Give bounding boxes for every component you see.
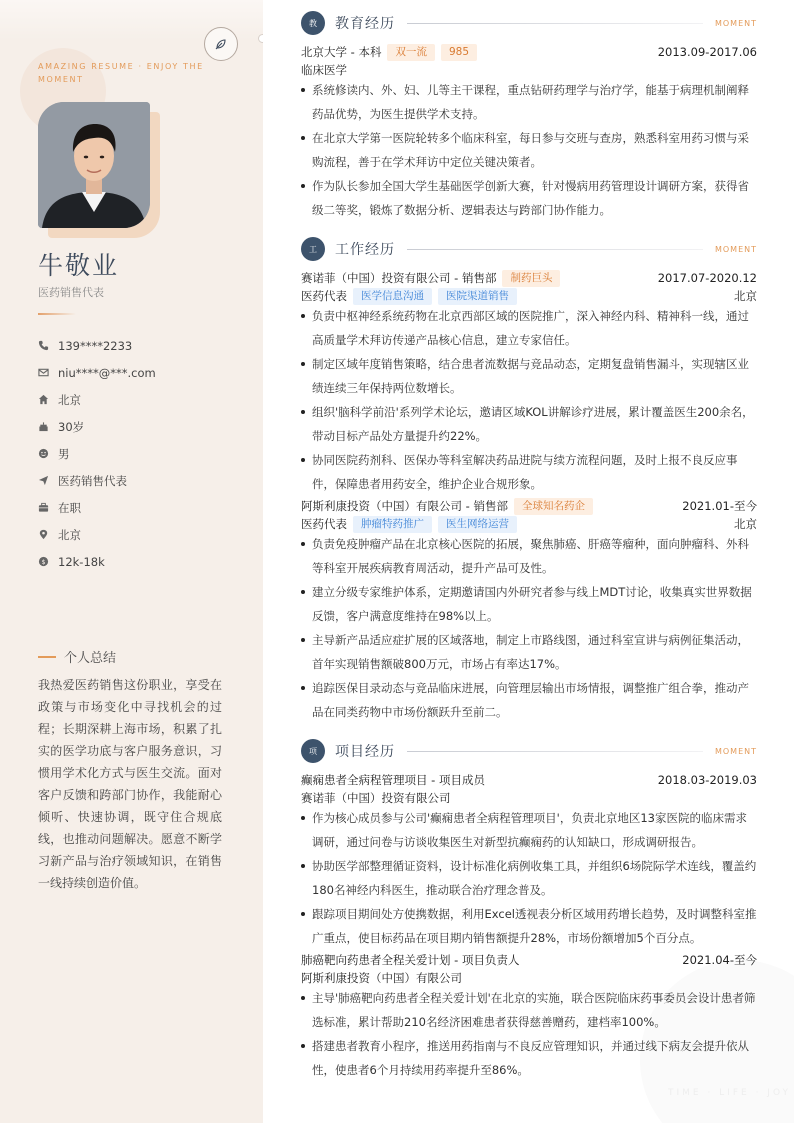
position-tag: 肿瘤特药推广 — [353, 516, 432, 533]
salary-value: 12k-18k — [58, 554, 105, 569]
email-value: niu****@***.com — [58, 365, 156, 380]
section-en-label: MOMENT — [714, 18, 757, 28]
info-phone — [38, 332, 248, 359]
list-item: 协助医学部整理循证资料，设计标准化病例收集工具，并组织6场院际学术连线，覆盖约180名神经内科医生，推动联合治疗理念普及。 — [301, 854, 757, 902]
project-org: 赛诺菲（中国）投资有限公司 — [301, 791, 451, 805]
section-title: 教育经历 — [335, 16, 395, 32]
project-title-row — [301, 951, 757, 969]
job-date: 2017.07-2020.12 — [657, 271, 757, 285]
mail-icon — [38, 367, 58, 378]
section-projects-header — [301, 739, 757, 763]
avatar-photo — [38, 102, 150, 228]
position-tag: 医院渠道销售 — [438, 288, 517, 305]
info-gender — [38, 440, 248, 467]
project-name: 癫痫患者全病程管理项目 - 项目成员 — [301, 773, 485, 787]
project-date: 2021.04-至今 — [682, 953, 757, 967]
education-bullets — [301, 78, 757, 222]
section-divider — [407, 751, 703, 752]
project-title-row — [301, 771, 757, 789]
phone-icon — [38, 340, 58, 351]
home-icon — [38, 394, 58, 405]
section-divider — [407, 249, 703, 250]
info-residence — [38, 386, 248, 413]
list-item: 主导'肺癌靶向药患者全程关爱计划'在北京的实施，联合医院临床药事委员会设计患者筛选标准，累计帮助210名经济困难患者获得慈善赠药，建档率100%。 — [301, 986, 757, 1034]
cake-icon — [38, 421, 58, 432]
location-pin-icon — [38, 529, 58, 540]
list-item: 跟踪项目期间处方使携数据，利用Excel透视表分析区域用药增长趋势，及时调整科室推广重点，使目标药品在项目期内销售额提升28%，市场份额增加5个百分点。 — [301, 902, 757, 950]
section-title: 项目经历 — [335, 744, 395, 760]
list-item: 协同医院药剂科、医保办等科室解决药品进院与续方流程问题，及时上报不良反应事件，保障患者用药安全，维护企业合规形象。 — [301, 448, 757, 496]
list-item: 负责中枢神经系统药物在北京西部区域的医院推广，深入神经内科、精神科一线，通过高质量学术拜访传递产品核心信息，建立专家信任。 — [301, 304, 757, 352]
company-tag: 制药巨头 — [502, 270, 560, 287]
contact-info-list — [38, 332, 248, 575]
education-date: 2013.09-2017.06 — [657, 45, 757, 59]
section-badge: 教 — [301, 11, 325, 35]
decorative-dot — [258, 34, 263, 43]
list-item: 作为核心成员参与公司'癫痫患者全病程管理项目'，负责北京地区13家医院的临床需求调研，通过问卷与访谈收集医生对新型抗癫痫药的认知缺口，形成调研报告。 — [301, 806, 757, 854]
briefcase-icon — [38, 502, 58, 513]
summary-heading-text: 个人总结 — [64, 651, 117, 666]
education-major-row — [301, 61, 757, 79]
section-en-label: MOMENT — [714, 244, 757, 254]
tagline: AMAZING RESUME · ENJOY THE MOMENT — [38, 62, 204, 84]
school-tag: 双一流 — [387, 44, 435, 61]
section-title: 工作经历 — [335, 242, 395, 258]
list-item: 系统修读内、外、妇、儿等主干课程，重点钻研药理学与治疗学，能基于病理机制阐释药品优势，为医生提供学术支持。 — [301, 78, 757, 126]
job-company-row — [301, 497, 757, 515]
leaf-icon — [213, 36, 229, 52]
summary-text: 我热爱医药销售这份职业，享受在政策与市场变化中寻找机会的过程；长期深耕上海市场，积累了扎实的医学功底与客户服务意识，习惯用学术化方式与医生交流。面对客户反馈和跨部门协作，我能耐心倾听、快速协调，既守住合规底线，也推动问题解决。愿意不断学习新产品与治疗领域知识，在销售一线持续创造价值。 — [38, 678, 222, 890]
school-name: 北京大学 - 本科 — [301, 45, 382, 59]
section-work-header — [301, 237, 757, 261]
status-value: 在职 — [58, 500, 81, 515]
section-badge: 工 — [301, 237, 325, 261]
avatar — [38, 102, 160, 238]
project-bullets — [301, 986, 757, 1082]
job-bullets — [301, 532, 757, 724]
company-name: 阿斯利康投资（中国）有限公司 - 销售部 — [301, 499, 508, 513]
salary-icon — [38, 556, 58, 567]
info-target-role — [38, 467, 248, 494]
school-tag: 985 — [441, 44, 477, 61]
info-status — [38, 494, 248, 521]
candidate-role: 医药销售代表 — [38, 286, 104, 299]
project-org-row — [301, 969, 757, 987]
watermark-text: TIME · LIFE · JOY — [668, 1088, 792, 1098]
svg-text:$: $ — [41, 557, 46, 566]
decorative-ring — [204, 27, 238, 61]
education-school-row — [301, 43, 757, 61]
position-tag: 医学信息沟通 — [353, 288, 432, 305]
list-item: 组织'脑科学前沿'系列学术论坛，邀请区域KOL讲解诊疗进展，累计覆盖医生200余名，带动目标产品处方量提升约22%。 — [301, 400, 757, 448]
section-education-header — [301, 11, 757, 35]
job-city: 北京 — [734, 289, 757, 303]
info-salary — [38, 548, 248, 575]
list-item: 搭建患者教育小程序，推送用药指南与不良反应管理知识，并通过线下病友会提升依从性，使患者6个月持续用药率提升至86%。 — [301, 1034, 757, 1082]
list-item: 制定区域年度销售策略，结合患者流数据与竞品动态，定期复盘销售漏斗，实现辖区业绩连续三年保持两位数增长。 — [301, 352, 757, 400]
candidate-name: 牛敬业 — [38, 251, 120, 280]
list-item: 追踪医保目录动态与竞品临床进展，向管理层输出市场情报，调整推广组合拳，推动产品在同类药物中市场份额跃升至前二。 — [301, 676, 757, 724]
info-email — [38, 359, 248, 386]
project-org: 阿斯利康投资（中国）有限公司 — [301, 971, 462, 985]
job-position-row — [301, 287, 757, 305]
send-icon — [38, 475, 58, 486]
list-item: 负责免疫肿瘤产品在北京核心医院的拓展，聚焦肺癌、肝癌等瘤种，面向肿瘤科、外科等科室开展疾病教育周活动，提升产品可及性。 — [301, 532, 757, 580]
residence-value: 北京 — [58, 392, 81, 407]
info-age — [38, 413, 248, 440]
summary-heading-bar — [38, 656, 56, 658]
summary-heading — [38, 647, 116, 666]
major: 临床医学 — [301, 63, 347, 77]
position-name: 医药代表 — [301, 517, 347, 531]
project-date: 2018.03-2019.03 — [657, 773, 757, 787]
job-position-row — [301, 515, 757, 533]
company-tag: 全球知名药企 — [514, 498, 593, 515]
section-en-label: MOMENT — [714, 746, 757, 756]
list-item: 建立分级专家维护体系，定期邀请国内外研究者参与线上MDT讨论，收集真实世界数据反馈，客户满意度维持在98%以上。 — [301, 580, 757, 628]
job-city: 北京 — [734, 517, 757, 531]
project-org-row — [301, 789, 757, 807]
age-value: 30岁 — [58, 419, 85, 434]
job-date: 2021.01-至今 — [682, 499, 757, 513]
gender-value: 男 — [58, 446, 70, 461]
sidebar — [0, 0, 263, 1123]
company-name: 赛诺菲（中国）投资有限公司 - 销售部 — [301, 271, 497, 285]
list-item: 作为队长参加全国大学生基础医学创新大赛，针对慢病用药管理设计调研方案，获得省级二等奖，锻炼了数据分析、逻辑表达与跨部门协作能力。 — [301, 174, 757, 222]
section-divider — [407, 23, 703, 24]
job-bullets — [301, 304, 757, 496]
position-name: 医药代表 — [301, 289, 347, 303]
location-value: 北京 — [58, 527, 81, 542]
position-tag: 医生网络运营 — [438, 516, 517, 533]
target-role-value: 医药销售代表 — [58, 473, 127, 488]
info-location — [38, 521, 248, 548]
project-bullets — [301, 806, 757, 950]
gender-icon — [38, 448, 58, 459]
project-name: 肺癌靶向药患者全程关爱计划 - 项目负责人 — [301, 953, 520, 967]
job-company-row — [301, 269, 757, 287]
phone-value: 139****2233 — [58, 338, 133, 353]
list-item: 在北京大学第一医院轮转多个临床科室，每日参与交班与查房，熟悉科室用药习惯与采购流程，善于在学术拜访中定位关键决策者。 — [301, 126, 757, 174]
divider — [38, 313, 76, 315]
list-item: 主导新产品适应症扩展的区域落地，制定上市路线图，通过科室宣讲与病例征集活动，首年实现销售额破800万元，市场占有率达17%。 — [301, 628, 757, 676]
section-badge: 项 — [301, 739, 325, 763]
